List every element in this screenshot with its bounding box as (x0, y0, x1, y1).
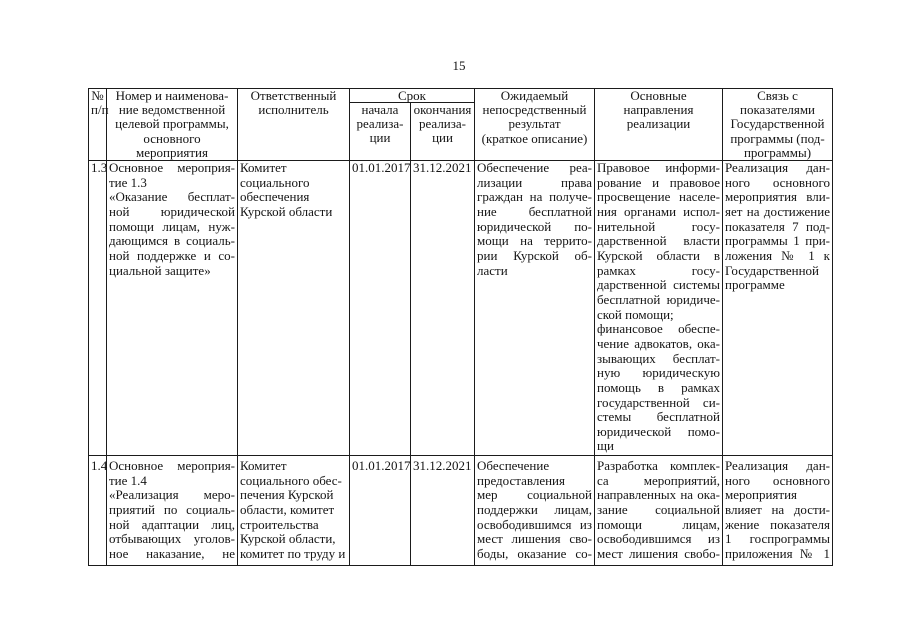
paragraph (597, 89, 720, 132)
table-row (89, 161, 833, 456)
text-line: дарственной власти (597, 233, 720, 249)
text-line: влияет на дости- (725, 501, 830, 517)
paragraph (91, 88, 109, 118)
text-line: ции (369, 130, 391, 146)
text-line: лизации права (477, 174, 592, 190)
text-line: Основное мероприя- (109, 458, 235, 474)
text-line: ской помощи; (597, 306, 674, 322)
text-line: направления (623, 102, 694, 118)
text-line: помощи лицам, (597, 516, 720, 532)
text-line: программы) (743, 144, 812, 160)
text-line: тие 1.4 (109, 472, 147, 488)
text-line: Курской области в (597, 247, 720, 263)
text-line: мест лишения свобо- (597, 545, 720, 561)
paragraph (109, 89, 235, 160)
cell-executor (238, 161, 350, 456)
text-line: государственной си- (597, 394, 720, 410)
text-line: нительной госу- (597, 218, 720, 234)
paragraph (477, 161, 592, 278)
cell-directions (595, 161, 723, 456)
paragraph (240, 459, 347, 562)
text-line: начала (361, 102, 399, 117)
paragraph (597, 161, 720, 322)
text-line: стемы бесплатной (597, 409, 720, 425)
text-line: приятий по социаль- (109, 501, 235, 517)
text-line: мероприятия вли- (725, 189, 830, 205)
text-line: Основные (630, 88, 687, 103)
text-line: ложения № 1 к (725, 247, 830, 263)
text-line: просвещение населе- (597, 189, 720, 205)
text-line: социального (240, 174, 310, 190)
text-line: печения Курской (240, 487, 334, 503)
text-line: реализа- (419, 116, 466, 132)
text-line: граждан на получе- (477, 189, 592, 205)
text-line: программы (под- (730, 130, 825, 146)
header-directions (595, 89, 723, 161)
paragraph (352, 103, 408, 146)
text-line: освободившимся из (597, 531, 720, 547)
text-line: мероприятия (725, 487, 798, 503)
text-line: направленных на ока- (597, 487, 720, 503)
page-number: 15 (452, 58, 466, 73)
text-line: циальной защите» (109, 262, 211, 278)
paragraph (725, 161, 830, 293)
text-line: финансовое обеспе- (597, 321, 720, 337)
text-line: отбывающих уголов- (109, 531, 235, 547)
cell-term-start: 01.01.2017 (350, 456, 411, 566)
text-line: окончания (413, 102, 472, 117)
header-indicators-link (723, 89, 833, 161)
text-line: целевой программы, (115, 116, 229, 132)
cell-term-start: 01.01.2017 (350, 161, 411, 456)
text-line: программе (725, 277, 785, 293)
text-line: поддержки лицам, (477, 501, 592, 517)
text-line: зание социальной (597, 501, 720, 517)
text-line: юридической помо- (597, 423, 720, 439)
text-line: Разработка комплек- (597, 458, 720, 474)
text-line: ной поддержке и со- (109, 247, 235, 263)
text-line: Ожидаемый (500, 88, 569, 103)
paragraph (477, 89, 592, 146)
text-line: «Оказание бесплат- (109, 189, 235, 205)
text-line: ной адаптации лиц, (109, 516, 235, 532)
paragraph (109, 459, 235, 488)
cell-term-end: 31.12.2021 (411, 161, 475, 456)
text-line: рование и правовое (597, 174, 720, 190)
text-line: освободившимся из (477, 516, 592, 532)
text-line: ной юридической (109, 203, 235, 219)
header-executor (238, 89, 350, 161)
cell-number: 1.3 (89, 161, 107, 456)
header-program-name (107, 89, 238, 161)
cell-executor (238, 456, 350, 566)
text-line: Основное мероприя- (109, 160, 235, 176)
text-line: мест лишения сво- (477, 531, 592, 547)
paragraph (109, 190, 235, 278)
text-line: «Реализация меро- (109, 487, 235, 503)
text-line: Ответственный (250, 88, 337, 103)
text-line: ции (432, 130, 453, 146)
text-line: рии Курской об- (477, 247, 592, 263)
text-line: Государственной (730, 116, 825, 132)
cell-indicators-link (723, 456, 833, 566)
text-line: показателями (739, 102, 816, 118)
text-line: дающимся в социаль- (109, 233, 235, 249)
text-line: ние бесплатной (477, 203, 592, 219)
text-line: п/п (91, 102, 109, 118)
text-line: мощи на террито- (477, 233, 592, 249)
paragraph (597, 322, 720, 454)
text-line: 1 госпрограммы (725, 531, 830, 547)
text-line: исполнитель (258, 102, 329, 118)
paragraph (413, 103, 472, 146)
paragraph (109, 161, 235, 190)
header-number (89, 89, 107, 161)
text-line: тие 1.3 (109, 174, 147, 190)
text-line: области, комитет (240, 501, 335, 517)
cell-number: 1.4 (89, 456, 107, 566)
text-line: Комитет (240, 458, 287, 474)
text-line: зывающих бесплат- (597, 350, 720, 366)
text-line: Реализация дан- (725, 160, 830, 176)
header-row (89, 89, 833, 103)
text-line: жение показателя (725, 516, 830, 532)
text-line: ние ведомственной (118, 102, 226, 118)
header-term-end (411, 103, 475, 161)
table-body (89, 161, 833, 566)
text-line: Обеспечение (477, 458, 550, 474)
cell-indicators-link (723, 161, 833, 456)
header-term: Срок (350, 89, 475, 103)
paragraph (477, 459, 592, 562)
text-line: ного основного (725, 174, 830, 190)
text-line: приложения № 1 (725, 545, 830, 561)
paragraph (725, 89, 830, 160)
cell-program-name (107, 161, 238, 456)
text-line: ную юридическую (597, 365, 720, 381)
text-line: № (91, 88, 104, 103)
text-line: са мероприятий, (597, 472, 720, 488)
text-line: помощь в рамках (597, 379, 720, 395)
paragraph (725, 459, 830, 562)
paragraph (109, 488, 235, 561)
text-line: обеспечения (240, 189, 310, 205)
text-line: яет на достижение (725, 203, 830, 219)
text-line: дарственной системы (597, 277, 720, 293)
text-line: программы 1 при- (725, 233, 830, 249)
text-line: основного (143, 130, 201, 146)
cell-program-name (107, 456, 238, 566)
text-line: (краткое описание) (481, 130, 588, 146)
text-line: ное наказание, не (109, 545, 235, 561)
text-line: комитет по труду и (240, 545, 346, 561)
text-line: Правовое информи- (597, 160, 720, 176)
cell-directions (595, 456, 723, 566)
text-line: строительства (240, 516, 319, 532)
paragraph (597, 459, 720, 562)
text-line: непосредственный (482, 102, 587, 118)
text-line: Курской области, (240, 531, 336, 547)
text-line: мер социальной (477, 487, 592, 503)
cell-expected-result (475, 161, 595, 456)
text-line: Обеспечение реа- (477, 160, 592, 176)
text-line: социального обес- (240, 472, 342, 488)
text-line: ласти (477, 262, 508, 278)
paragraph (240, 161, 347, 220)
header-expected-result (475, 89, 595, 161)
text-line: показателя 7 под- (725, 218, 830, 234)
text-line: боды, оказание со- (477, 545, 592, 561)
text-line: реализации (626, 116, 691, 132)
text-line: Связь с (757, 88, 798, 103)
cell-expected-result (475, 456, 595, 566)
text-line: Номер и наименова- (115, 88, 229, 103)
text-line: чение адвокатов, ока- (597, 335, 720, 351)
cell-term-end: 31.12.2021 (411, 456, 475, 566)
text-line: Комитет (240, 160, 287, 176)
text-line: юридической по- (477, 218, 592, 234)
text-line: Государственной (725, 262, 820, 278)
text-line: реализа- (356, 116, 404, 132)
program-activities-table (88, 88, 833, 566)
text-line: бесплатной юридиче- (597, 291, 720, 307)
text-line: предоставления (477, 472, 565, 488)
paragraph (240, 89, 347, 117)
text-line: щи (597, 438, 614, 454)
header-term-start (350, 103, 411, 161)
text-line: Курской области (240, 203, 333, 219)
text-line: мероприятия (135, 144, 208, 160)
text-line: результат (508, 116, 561, 132)
text-line: Реализация дан- (725, 458, 830, 474)
table-header (89, 89, 833, 161)
table-row (89, 456, 833, 566)
text-line: ного основного (725, 472, 830, 488)
text-line: ния органами испол- (597, 203, 720, 219)
text-line: помощи лицам, нуж- (109, 218, 235, 234)
text-line: рамках госу- (597, 262, 720, 278)
